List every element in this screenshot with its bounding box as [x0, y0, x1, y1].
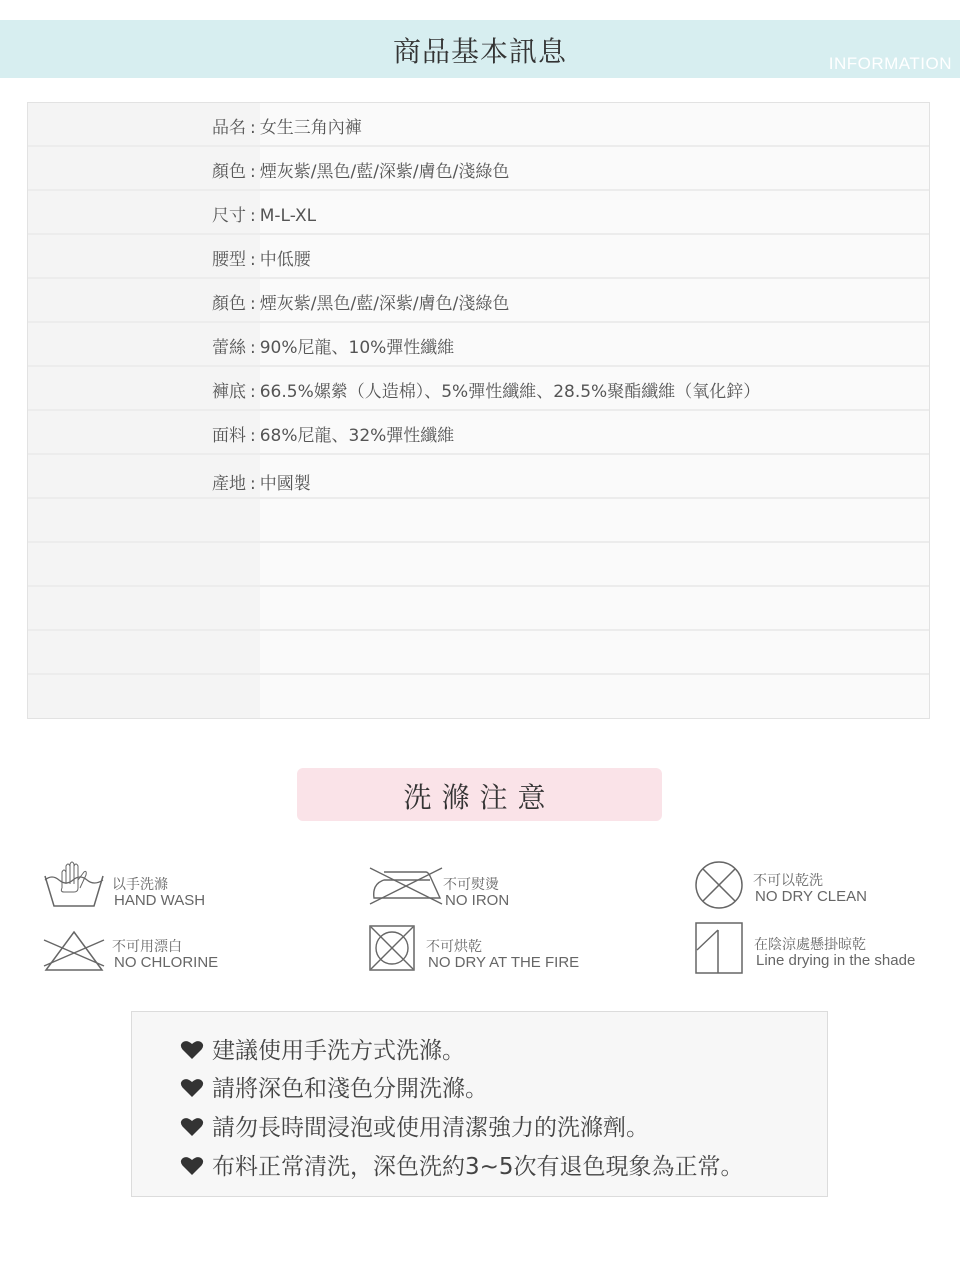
wash-care-title: 洗滌注意 — [403, 781, 556, 814]
care-item-no-chlorine — [42, 928, 342, 984]
no-dry-clean-icon — [694, 860, 744, 910]
care-label-en: HAND WASH — [114, 892, 206, 909]
table-row: 蕾絲 : 90%尼龍、10%彈性纖維 — [28, 323, 929, 367]
care-label-en: NO CHLORINE — [114, 954, 219, 971]
row-value: 中低腰 — [259, 250, 311, 270]
care-item-line-dry-shade — [694, 920, 960, 976]
note-item — [180, 1148, 744, 1181]
heart-icon — [180, 1078, 204, 1098]
table-row: 腰型 : 中低腰 — [28, 235, 929, 279]
table-row: 顏色 : 煙灰紫/黑色/藍/深紫/膚色/淺綠色 — [28, 279, 929, 323]
line-dry-shade-icon — [694, 920, 746, 976]
row-value: 女生三角內褲 — [259, 118, 362, 138]
care-label-en: Line drying in the shade — [756, 952, 916, 969]
note-item — [180, 1070, 488, 1103]
row-label: 蕾絲 — [212, 338, 246, 358]
row-value: 90%尼龍、10%彈性纖維 — [259, 338, 455, 358]
row-label: 面料 — [212, 426, 246, 446]
row-label: 腰型 — [212, 250, 246, 270]
care-label-zh: 不可以乾洗 — [753, 873, 823, 889]
care-label-zh: 不可用漂白 — [112, 939, 182, 955]
row-label: 產地 — [212, 474, 246, 494]
note-text: 布料正常清洗，深色洗約3~5次有退色現象為正常。 — [212, 1154, 744, 1180]
note-text: 請勿長時間浸泡或使用清潔強力的洗滌劑。 — [212, 1115, 649, 1141]
no-chlorine-icon — [42, 928, 106, 974]
row-value: 66.5%嫘縈（人造棉）、5%彈性纖維、28.5%聚酯纖維（氧化鋅） — [259, 382, 761, 402]
note-item — [180, 1109, 649, 1142]
no-iron-icon — [368, 862, 444, 908]
page-subtitle: INFORMATION — [828, 54, 952, 73]
row-label: 品名 — [212, 118, 246, 138]
row-label: 褲底 — [212, 382, 246, 402]
info-header-band — [0, 20, 960, 78]
care-item-no-tumble-dry — [368, 924, 668, 980]
row-label: 尺寸 — [212, 206, 246, 226]
row-label: 顏色 — [212, 162, 246, 182]
row-label: 顏色 — [212, 294, 246, 314]
note-text: 建議使用手洗方式洗滌。 — [212, 1038, 465, 1064]
wash-care-heading — [297, 768, 662, 821]
note-text: 請將深色和淺色分開洗滌。 — [212, 1076, 488, 1102]
care-label-en: NO IRON — [445, 892, 510, 909]
table-row: 顏色 : 煙灰紫/黑色/藍/深紫/膚色/淺綠色 — [28, 147, 929, 191]
row-value: 煙灰紫/黑色/藍/深紫/膚色/淺綠色 — [259, 162, 510, 182]
table-row-empty — [28, 499, 929, 543]
heart-icon — [180, 1117, 204, 1137]
care-item-no-iron — [368, 862, 668, 918]
table-row: 品名 : 女生三角內褲 — [28, 103, 929, 147]
table-row-empty — [28, 587, 929, 631]
table-row-empty — [28, 543, 929, 587]
row-value: M-L-XL — [259, 206, 317, 226]
care-label-zh: 不可烘乾 — [426, 939, 482, 955]
care-label-zh: 在陰涼處懸掛晾乾 — [754, 937, 866, 953]
row-value: 煙灰紫/黑色/藍/深紫/膚色/淺綠色 — [259, 294, 510, 314]
row-value: 中國製 — [259, 474, 311, 494]
heart-icon — [180, 1156, 204, 1176]
table-row-empty — [28, 631, 929, 675]
care-label-zh: 以手洗滌 — [112, 877, 168, 893]
care-label-zh: 不可熨燙 — [443, 877, 499, 893]
care-item-hand-wash — [42, 858, 342, 914]
care-label-en: NO DRY CLEAN — [755, 888, 867, 905]
no-tumble-dry-icon — [368, 924, 418, 974]
heart-icon — [180, 1040, 204, 1060]
care-label-en: NO DRY AT THE FIRE — [428, 954, 580, 971]
row-value: 68%尼龍、32%彈性纖維 — [259, 426, 455, 446]
page-title: 商品基本訊息 — [392, 35, 567, 68]
wash-notes-box — [131, 1011, 828, 1197]
table-row: 產地 : 中國製 — [28, 455, 929, 499]
product-info-table — [27, 102, 930, 719]
table-row: 面料 : 68%尼龍、32%彈性纖維 — [28, 411, 929, 455]
hand-wash-icon — [42, 858, 106, 910]
note-item — [180, 1032, 465, 1065]
table-row: 褲底 : 66.5%嫘縈（人造棉）、5%彈性纖維、28.5%聚酯纖維（氧化鋅） — [28, 367, 929, 411]
table-row: 尺寸 : M-L-XL — [28, 191, 929, 235]
care-item-no-dry-clean — [694, 860, 960, 916]
